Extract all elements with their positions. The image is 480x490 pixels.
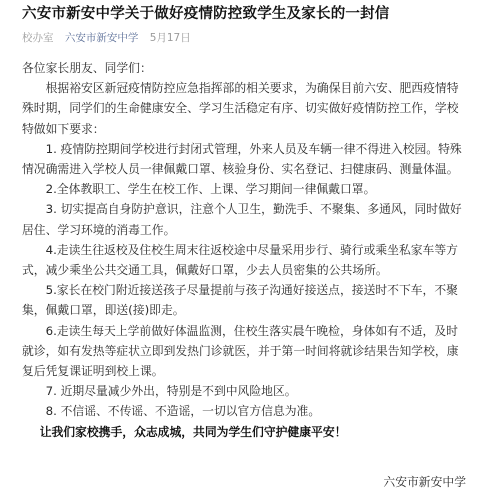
account-link[interactable]: 六安市新安中学 bbox=[64, 32, 139, 44]
requirement-item: 5.家长在校门附近接送孩子尽量提前与孩子沟通好接送点，接送时不下车，不聚集，佩戴口罩，即送(接)即走。 bbox=[22, 283, 458, 318]
requirement-item: 6.走读生每天上学前做好体温监测，住校生落实晨午晚检，身体如有不适，及时就诊，如有发热等症状立即到发热门诊就医，并于第一时间将就诊结果告知学校，康复后凭复课证明到校上课。 bbox=[22, 323, 459, 379]
requirement-item: 4.走读生往返校及住校生周末往返校途中尽量采用步行、骑行或乘坐私家车等方式，减少乘坐公共交通工具，佩戴好口罩，少去人员密集的公共场所。 bbox=[22, 242, 458, 278]
closing-slogan: 让我们家校携手，众志成城，共同为学生们守护健康平安！ bbox=[39, 424, 347, 439]
salutation: 各位家长朋友、同学们： bbox=[22, 61, 152, 75]
article-title: 六安市新安中学关于做好疫情防控致学生及家长的一封信 bbox=[22, 6, 390, 22]
signature: 六安市新安中学 bbox=[383, 475, 466, 489]
requirement-item: 1. 疫情防控期间学校进行封闭式管理，外来人员及车辆一律不得进入校园。特殊情况确需进入学校人员一律佩戴口罩、核验身份、实名登记、扫健康码、测量体温。 bbox=[22, 141, 462, 177]
requirement-item: 7. 近期尽量减少外出，特别是不到中风险地区。 bbox=[45, 384, 297, 399]
requirement-item: 8. 不信谣、不传谣、不造谣，一切以官方信息为准。 bbox=[45, 404, 321, 419]
requirement-item: 3. 切实提高自身防护意识，注意个人卫生，勤洗手、不聚集、多通风，同时做好居住、学习环境的消毒工作。 bbox=[22, 202, 462, 237]
publish-date: 5月17日 bbox=[149, 32, 191, 44]
author-tag: 校办室 bbox=[22, 32, 54, 44]
intro-paragraph: 根据裕安区新冠疫情防控应急指挥部的相关要求，为确保目前六安、肥西疫情特殊时期，同学们的生命健康安全、学习生活稳定有序、切实做好疫情防控工作，学校特做如下要求： bbox=[22, 81, 459, 136]
article-body bbox=[22, 58, 470, 442]
requirement-item: 2.全体教职工、学生在校工作、上课、学习期间一律佩戴口罩。 bbox=[45, 182, 376, 197]
article-meta bbox=[22, 30, 470, 46]
